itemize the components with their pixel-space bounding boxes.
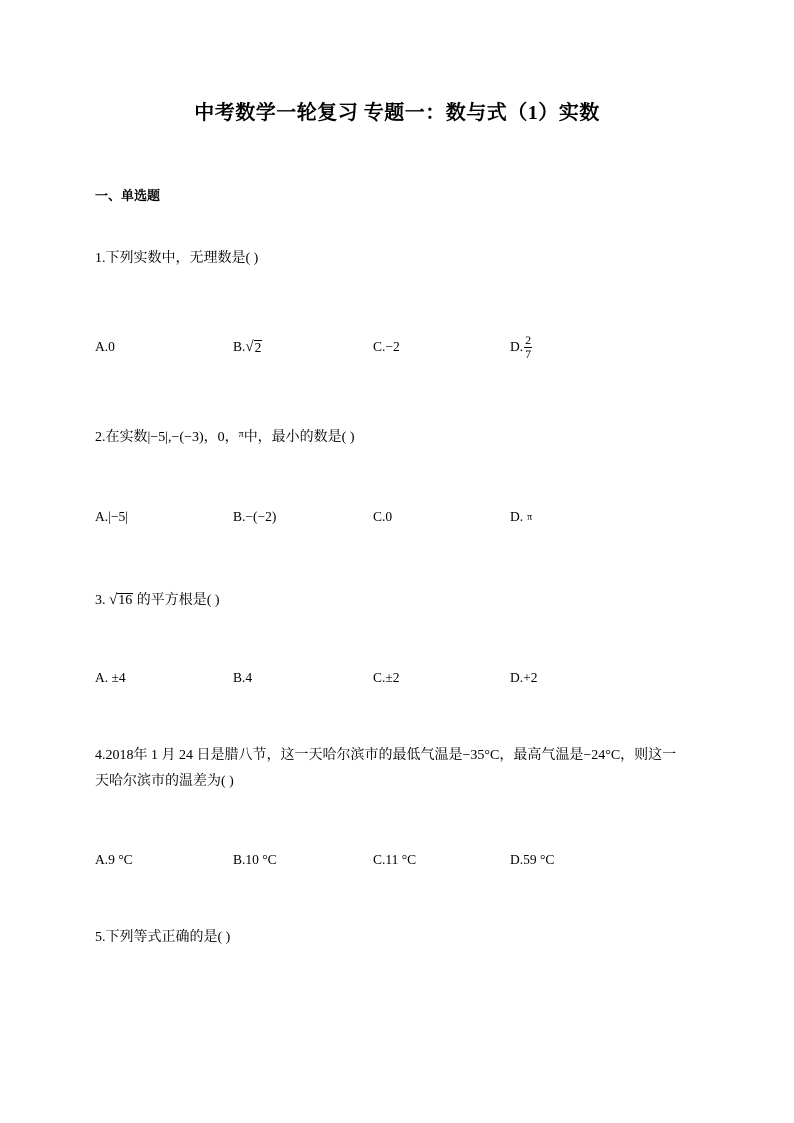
question-5-stem: 5.下列等式正确的是( ) — [95, 930, 231, 945]
option-math: −(−2) — [245, 509, 277, 524]
option-a: A.9 °C — [95, 852, 133, 867]
question-2-options — [95, 502, 655, 532]
radicand: 2 — [254, 339, 262, 355]
question-3-stem — [95, 587, 695, 614]
option-b — [233, 502, 276, 532]
option-label: D. — [510, 339, 524, 354]
denominator: 7 — [525, 346, 532, 361]
pi-symbol: π — [238, 429, 244, 440]
question-2-stem — [95, 422, 695, 451]
question-3-options — [95, 663, 655, 693]
option-b — [233, 332, 262, 362]
question-4-stem — [95, 743, 695, 795]
stem-math: |−5|,−(−3) — [147, 430, 204, 445]
stem-line: 4.2018年 1 月 24 日是腊八节，这一天哈尔滨市的最低气温是−35°C，最高气温是−24°C，则这一 — [95, 748, 677, 763]
option-label: B. — [233, 339, 246, 354]
radical-sign: √ — [109, 592, 118, 608]
option-b: B.4 — [233, 670, 253, 685]
stem-text: 的平方根是( ) — [136, 593, 220, 608]
numerator: 2 — [525, 332, 532, 347]
question-1-stem: 1.下列实数中，无理数是( ) — [95, 251, 259, 266]
radical-sign: √ — [245, 338, 254, 355]
stem-line: 天哈尔滨市的温差为( ) — [95, 774, 234, 789]
question-4-options — [95, 845, 655, 875]
option-label: B. — [233, 509, 246, 524]
option-math: |−5| — [108, 509, 128, 524]
option-c: C.11 °C — [373, 852, 417, 867]
option-d — [510, 332, 532, 362]
stem-text: 2.在实数 — [95, 430, 148, 445]
option-a: A. ±4 — [95, 670, 126, 685]
option-label: D. — [510, 509, 524, 524]
option-a — [95, 502, 128, 532]
square-root — [109, 587, 133, 613]
option-c: C.±2 — [373, 670, 400, 685]
option-d: D.59 °C — [510, 852, 555, 867]
option-label: A. — [95, 509, 109, 524]
stem-text: 中，最小的数是( ) — [243, 430, 355, 445]
section-heading: 一、单选题 — [95, 188, 161, 203]
option-b: B.10 °C — [233, 852, 277, 867]
stem-text: 3. — [95, 593, 106, 608]
option-a: A.0 — [95, 339, 115, 354]
radicand: 16 — [118, 592, 133, 608]
square-root — [245, 339, 262, 356]
option-c: C.−2 — [373, 339, 400, 354]
option-c: C.0 — [373, 509, 393, 524]
fraction — [524, 334, 532, 361]
option-d: D.+2 — [510, 670, 538, 685]
stem-text: ，0， — [203, 430, 239, 445]
option-d — [510, 502, 532, 532]
pi-symbol: π — [527, 511, 533, 523]
document-title: 中考数学一轮复习 专题一：数与式（1）实数 — [194, 102, 600, 124]
question-1-options — [95, 332, 655, 362]
